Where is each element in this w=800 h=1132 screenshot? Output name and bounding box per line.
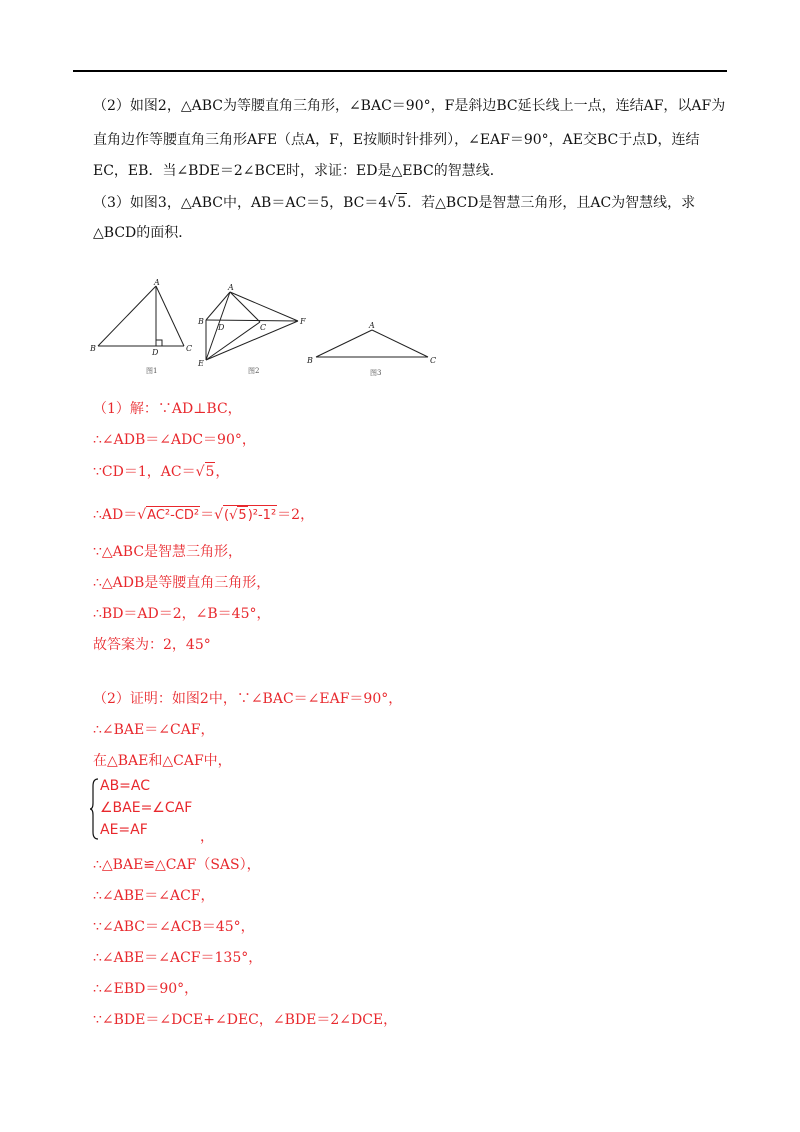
ad-equals: ＝ [200, 507, 215, 523]
ad-radicand-1: AC²-CD² [147, 508, 200, 523]
fig1-label-a: A [154, 278, 160, 287]
fig1-caption: 图1 [146, 367, 158, 375]
sol1-line-3-end: ， [215, 464, 230, 480]
fig2-label-e: E [198, 359, 204, 368]
sqrt-symbol: √ [195, 464, 205, 480]
paren-close: )²-1² [247, 508, 277, 523]
sol2-line-6: ∵∠ABC＝∠ACB＝45°， [93, 919, 255, 935]
problem-3-line-2: △BCD的面积． [93, 225, 193, 241]
sol2-line-2: ∴∠BAE＝∠CAF， [93, 722, 215, 738]
sol1-line-3 [93, 462, 229, 481]
sol1-line-7: ∴BD＝AD＝2，∠B＝45°， [93, 606, 271, 622]
sol2-line-9: ∵∠BDE＝∠DCE+∠DEC，∠BDE＝2∠DCE， [93, 1012, 398, 1028]
system-comma: ， [200, 829, 214, 845]
fig2-caption: 图2 [248, 367, 260, 375]
sol1-line-4 [93, 505, 314, 525]
sol2-line-5: ∴∠ABE＝∠ACF， [93, 888, 215, 904]
fig1-label-c: C [186, 344, 193, 353]
problem-3-text-a: （3）如图3，△ABC中，AB＝AC＝5，BC＝ [93, 195, 379, 211]
ad-result: ＝2， [277, 507, 315, 523]
fig2-label-b: B [198, 317, 204, 326]
sol2-line-4: ∴△BAE≌△CAF（SAS）， [93, 857, 261, 873]
fig2-label-c: C [260, 323, 267, 332]
sqrt-symbol: √ [214, 507, 224, 523]
system-eq-3: AE=AF [100, 822, 148, 838]
sol1-line-8: 故答案为：2，45° [93, 637, 211, 653]
system-brace [90, 778, 100, 840]
sol2-line-3: 在△BAE和△CAF中， [93, 753, 232, 769]
fig1-label-d: D [152, 348, 159, 357]
problem-2-line-1: （2）如图2，△ABC为等腰直角三角形，∠BAC＝90°，F是斜边BC延长线上一点，连结AF，以AF为 [93, 98, 726, 114]
sol1-line-6: ∴△ADB是等腰直角三角形， [93, 575, 271, 591]
sol2-line-7: ∴∠ABE＝∠ACF＝135°， [93, 950, 263, 966]
fig3-caption: 图3 [370, 369, 382, 377]
fig2-label-d: D [218, 323, 225, 332]
paren-open: ( [224, 508, 230, 523]
sol1-line-5: ∵△ABC是智慧三角形， [93, 544, 243, 560]
bc-coefficient: 4 [378, 195, 388, 211]
fig2-label-a: A [228, 283, 234, 292]
sol2-line-8: ∴∠EBD＝90°， [93, 981, 199, 997]
header-rule [73, 70, 727, 72]
ad-label: ∴AD＝ [93, 507, 138, 523]
problem-3-text-b: ．若△BCD是智慧三角形，且AC为智慧线，求 [407, 195, 696, 211]
sol2-line-1: （2）证明：如图2中，∵∠BAC＝∠EAF＝90°， [93, 691, 403, 707]
problem-3-line-1 [93, 193, 695, 212]
problem-2-line-2: 直角边作等腰直角三角形AFE（点A，F，E按顺时针排列），∠EAF＝90°，AE交BC于点D，连结 [93, 132, 700, 148]
inner-radicand: 5 [238, 508, 247, 523]
fig3-label-c: C [430, 356, 437, 365]
sol1-line-1: （1）解：∵AD⊥BC， [93, 401, 242, 417]
sqrt-symbol: √ [137, 507, 147, 523]
ac-radicand: 5 [205, 464, 215, 480]
sol1-line-3-text: ∵CD＝1，AC＝ [93, 464, 196, 480]
system-eq-2: ∠BAE=∠CAF [100, 800, 193, 816]
sol1-line-2: ∴∠ADB＝∠ADC＝90°， [93, 432, 256, 448]
fig3-label-b: B [307, 356, 313, 365]
fig3-label-a: A [369, 321, 375, 330]
figures [88, 278, 448, 378]
problem-2-line-3: EC，EB．当∠BDE＝2∠BCE时，求证：ED是△EBC的智慧线． [93, 163, 504, 179]
fig2-label-f: F [300, 317, 306, 326]
ad-radicand-2 [223, 505, 277, 525]
figure-3 [316, 330, 428, 357]
figure-1 [98, 286, 184, 346]
sqrt-symbol: √ [387, 195, 397, 211]
fig1-label-b: B [90, 344, 96, 353]
bc-radicand: 5 [397, 195, 407, 211]
system-eq-1: AB=AC [100, 778, 151, 794]
sqrt-symbol: √ [229, 508, 238, 523]
